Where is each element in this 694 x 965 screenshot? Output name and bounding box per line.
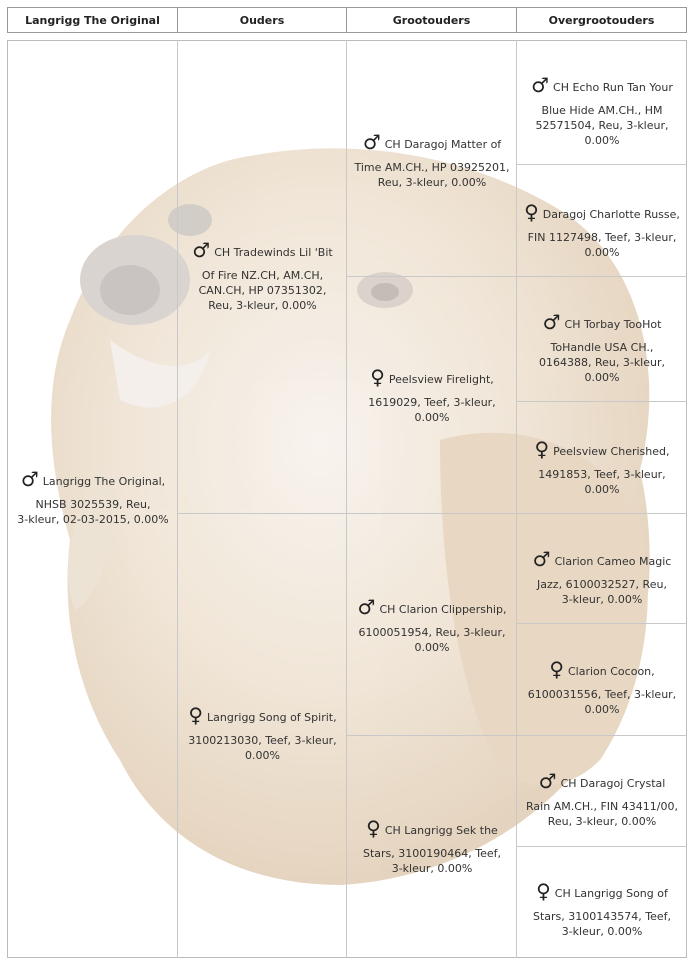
female-icon: ♀ — [534, 437, 550, 461]
dog-detail: 0.00% — [245, 749, 280, 762]
dog-detail: Of Fire NZ.CH, AM.CH, — [201, 269, 324, 282]
dog-detail: 6100031556, Teef, 3-kleur, — [527, 688, 677, 701]
dog-name: CH Langrigg Song of — [554, 887, 668, 900]
dog-detail: 0.00% — [584, 134, 620, 147]
female-icon: ♀ — [366, 816, 381, 840]
dog-detail: Time AM.CH., HP 03925201, — [354, 161, 510, 174]
dog-name: Peelsview Cherished, — [553, 445, 670, 458]
dog-name: CH Tradewinds Lil 'Bit — [214, 246, 333, 259]
dog-detail: Stars, 3100190464, Teef, — [362, 847, 501, 860]
male-icon: ♂ — [531, 73, 550, 97]
divider-col-2 — [346, 40, 347, 958]
divider-ggp-3 — [516, 623, 687, 624]
dog-entry-great-granddam-4[interactable] — [518, 879, 686, 939]
male-icon: ♂ — [192, 238, 211, 262]
dog-detail: 3-kleur, 02-03-2015, 0.00% — [17, 513, 169, 526]
dog-entry-grandsire-1[interactable] — [348, 130, 516, 190]
male-icon: ♂ — [357, 595, 376, 619]
dog-entry-great-granddam-3[interactable] — [518, 657, 686, 717]
dog-detail: ToHandle USA CH., — [550, 341, 654, 354]
male-icon: ♂ — [362, 130, 381, 154]
dog-detail: Reu, 3-kleur, 0.00% — [377, 176, 487, 189]
dog-entry-great-granddam-1[interactable] — [518, 200, 686, 260]
divider-ggp-4 — [516, 846, 687, 847]
dog-entry-granddam-2[interactable] — [348, 816, 516, 876]
dog-detail: 3-kleur, 0.00% — [561, 925, 643, 938]
dog-name: Langrigg Song of Spirit, — [207, 711, 337, 724]
dog-entry-sire[interactable] — [180, 238, 345, 313]
dog-detail: Reu, 3-kleur, 0.00% — [208, 299, 317, 312]
dog-detail: Rain AM.CH., FIN 43411/00, — [526, 800, 678, 813]
dog-name: Clarion Cocoon, — [568, 665, 655, 678]
dog-detail: 0.00% — [584, 483, 620, 496]
female-icon: ♀ — [370, 365, 385, 389]
divider-gp-2 — [346, 735, 687, 736]
dog-name: CH Torbay TooHot — [564, 318, 662, 331]
dog-detail: 0.00% — [584, 371, 620, 384]
dog-entry-great-grandsire-2[interactable] — [518, 310, 686, 385]
divider-gp-1 — [346, 276, 687, 277]
header-parents: Ouders — [177, 7, 347, 33]
dog-detail: FIN 1127498, Teef, 3-kleur, — [527, 231, 677, 244]
dog-name: CH Echo Run Tan Your — [553, 81, 673, 94]
dog-entry-dam[interactable] — [180, 703, 345, 763]
dog-detail: 3-kleur, 0.00% — [561, 593, 643, 606]
dog-detail: 0.00% — [414, 641, 450, 654]
dog-name: Langrigg The Original, — [42, 475, 166, 488]
dog-detail: NHSB 3025539, Reu, — [35, 498, 151, 511]
male-icon: ♂ — [532, 547, 551, 571]
dog-name: CH Clarion Clippership, — [379, 603, 507, 616]
dog-detail: Jazz, 6100032527, Reu, — [537, 578, 667, 591]
dog-detail: Stars, 3100143574, Teef, — [532, 910, 671, 923]
dog-name: Clarion Cameo Magic — [554, 555, 672, 568]
header-grandparents: Grootouders — [346, 7, 517, 33]
dog-detail: 3100213030, Teef, 3-kleur, — [188, 734, 337, 747]
dog-detail: 6100051954, Reu, 3-kleur, — [358, 626, 506, 639]
dog-name: Daragoj Charlotte Russe, — [542, 208, 680, 221]
dog-entry-great-grandsire-4[interactable] — [518, 769, 686, 829]
divider-ggp-1 — [516, 164, 687, 165]
divider-col-3 — [516, 40, 517, 958]
dog-detail: 1619029, Teef, 3-kleur, — [368, 396, 496, 409]
dog-detail: CAN.CH, HP 07351302, — [198, 284, 327, 297]
dog-detail: 0.00% — [584, 703, 620, 716]
dog-name: Peelsview Firelight, — [388, 373, 494, 386]
dog-entry-great-granddam-2[interactable] — [518, 437, 686, 497]
divider-ggp-2 — [516, 401, 687, 402]
dog-name: CH Daragoj Matter of — [384, 138, 502, 151]
dog-detail: 52571504, Reu, 3-kleur, — [535, 119, 669, 132]
dog-entry-great-grandsire-1[interactable] — [518, 73, 686, 148]
female-icon: ♀ — [549, 657, 564, 681]
dog-entry-granddam-1[interactable] — [348, 365, 516, 425]
dog-entry-self[interactable] — [8, 467, 178, 527]
dog-detail: 0.00% — [584, 246, 620, 259]
dog-detail: 1491853, Teef, 3-kleur, — [538, 468, 666, 481]
dog-detail: Reu, 3-kleur, 0.00% — [547, 815, 657, 828]
header-subject: Langrigg The Original — [7, 7, 178, 33]
dog-name: CH Langrigg Sek the — [384, 824, 498, 837]
male-icon: ♂ — [20, 467, 39, 491]
dog-entry-grandsire-2[interactable] — [348, 595, 516, 655]
dog-detail: 0.00% — [414, 411, 450, 424]
dog-detail: 0164388, Reu, 3-kleur, — [538, 356, 666, 369]
female-icon: ♀ — [524, 200, 539, 224]
header-great-grandparents: Overgrootouders — [516, 7, 687, 33]
female-icon: ♀ — [188, 703, 204, 727]
dog-entry-great-grandsire-3[interactable] — [518, 547, 686, 607]
dog-name: CH Daragoj Crystal — [560, 777, 666, 790]
male-icon: ♂ — [538, 769, 557, 793]
female-icon: ♀ — [536, 879, 551, 903]
male-icon: ♂ — [542, 310, 561, 334]
dog-detail: Blue Hide AM.CH., HM — [541, 104, 663, 117]
divider-parents — [177, 513, 687, 514]
dog-detail: 3-kleur, 0.00% — [391, 862, 473, 875]
